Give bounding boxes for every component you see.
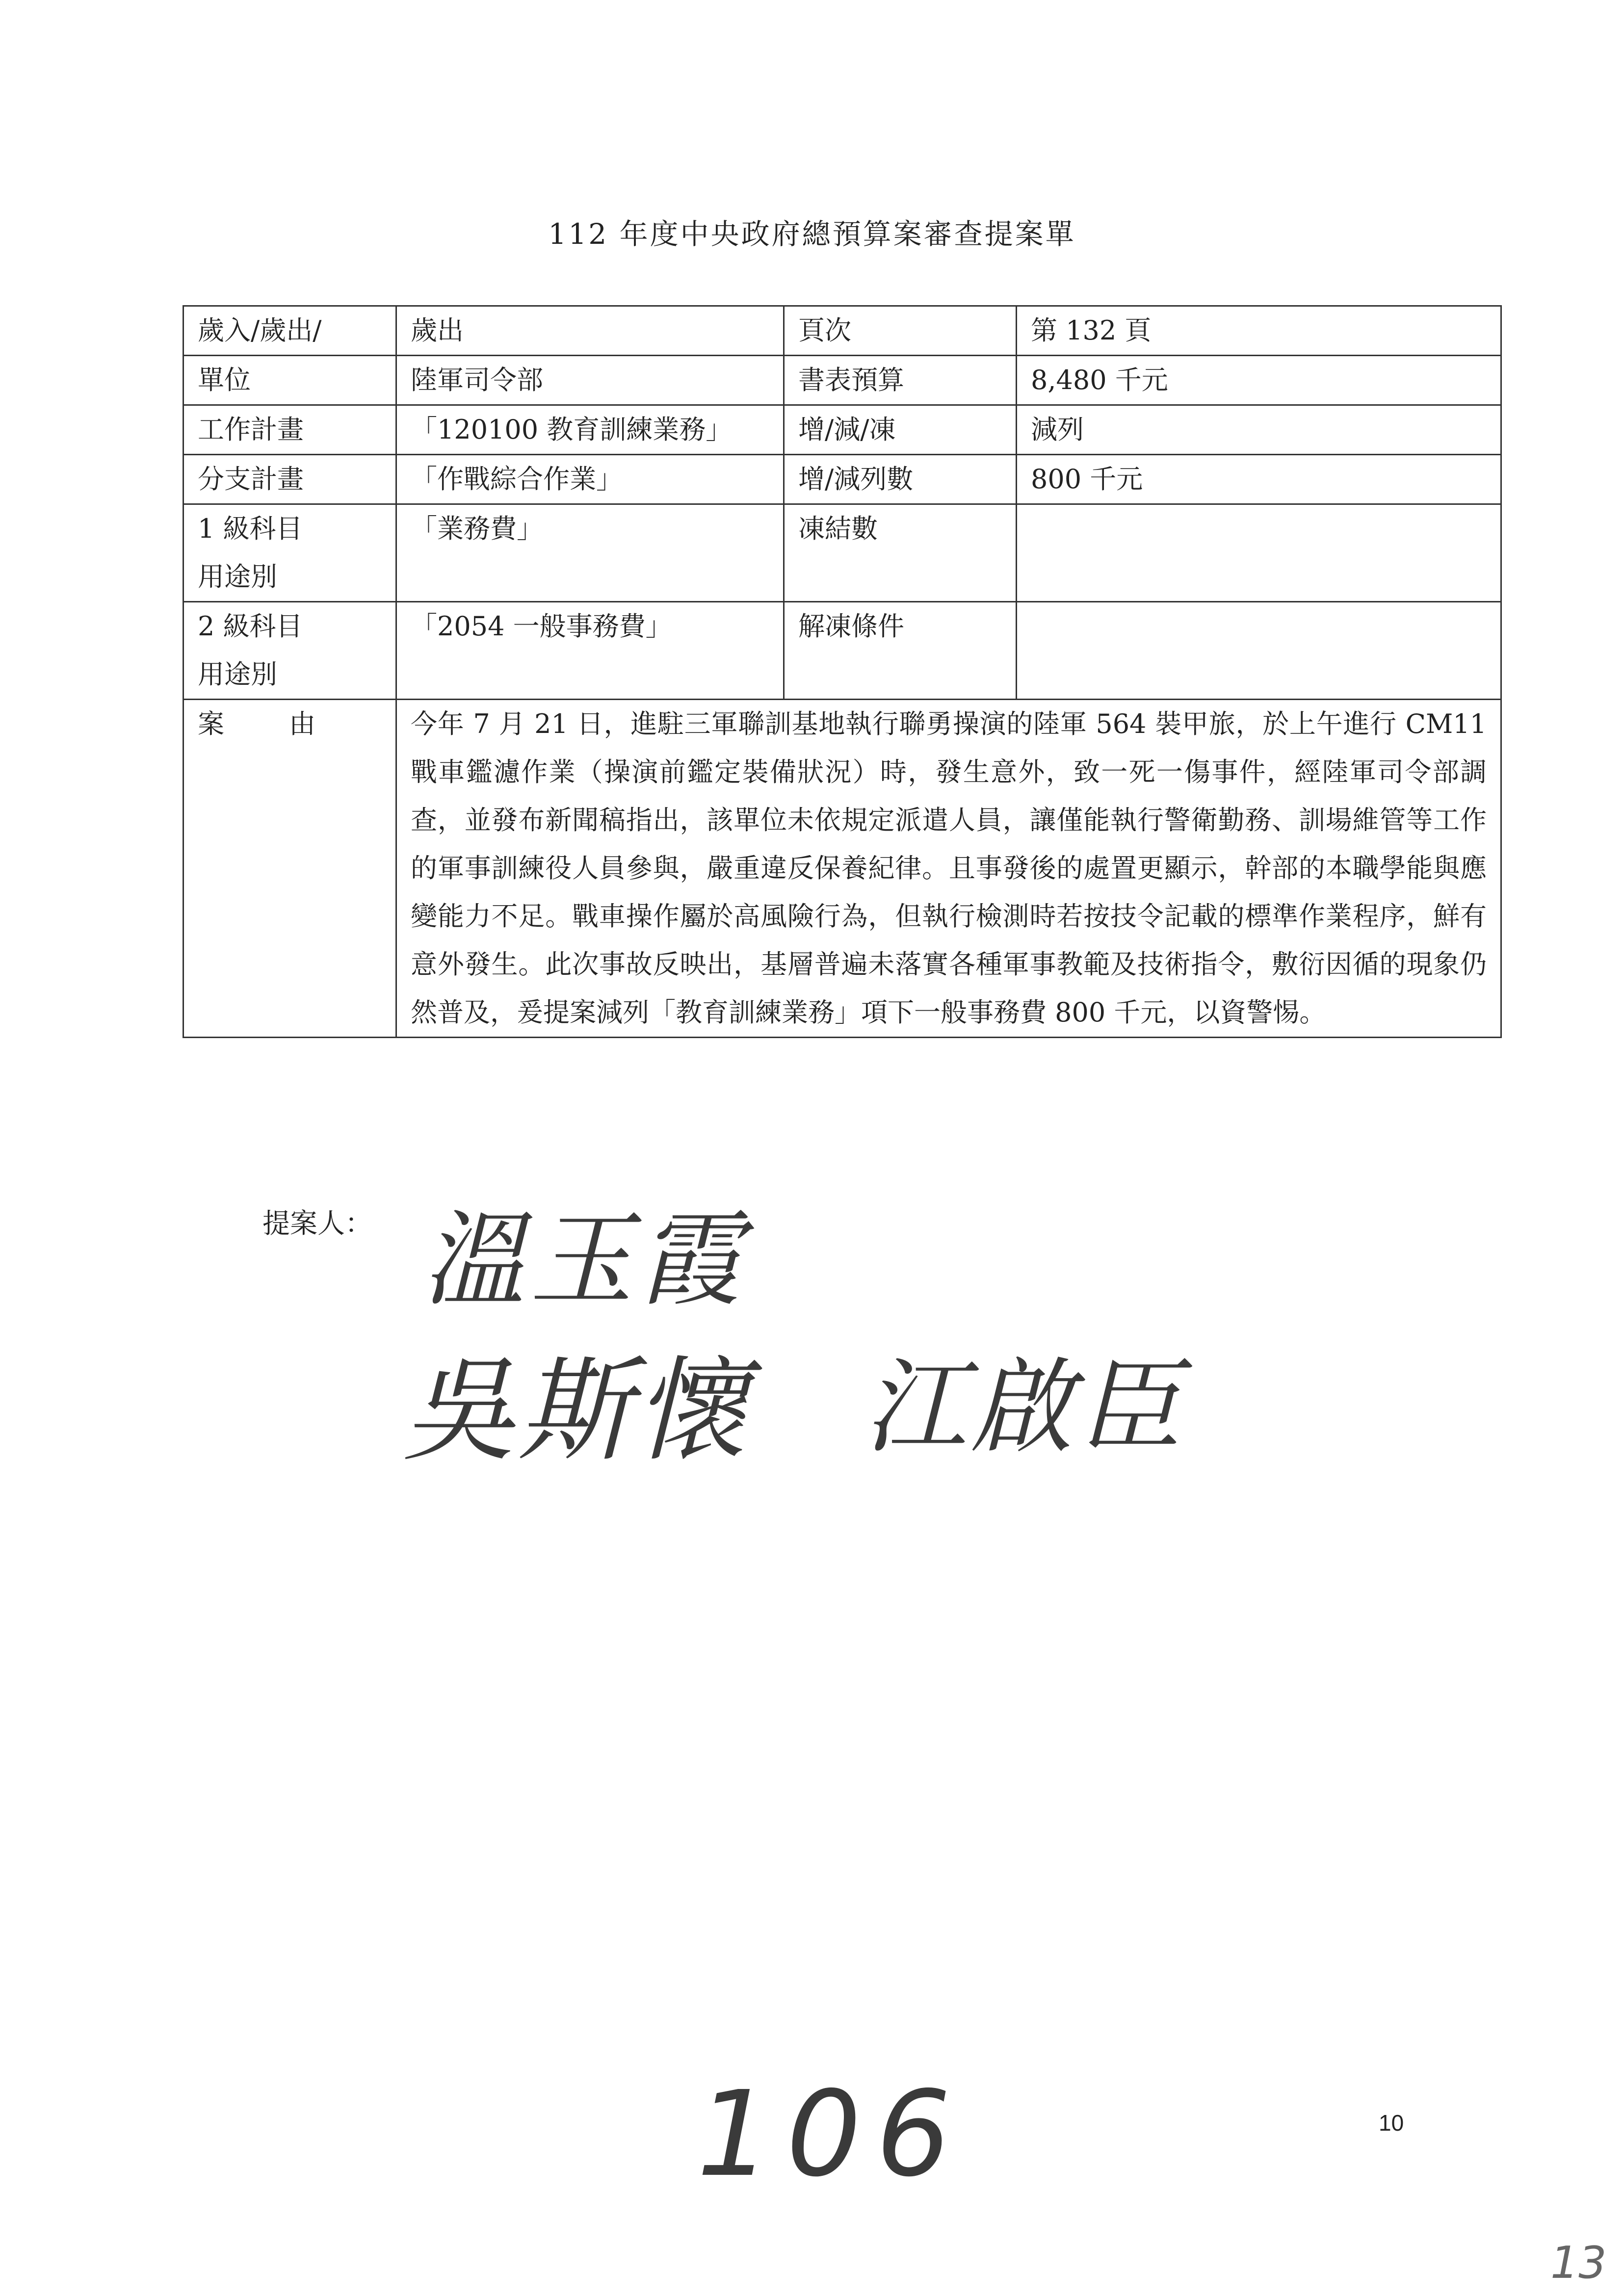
row-value-2: 8,480 千元 bbox=[1017, 356, 1501, 405]
row-value: 「業務費」 bbox=[396, 504, 784, 602]
row-label: 分支計畫 bbox=[183, 455, 396, 504]
table-row bbox=[183, 455, 1501, 504]
reason-label: 案由 bbox=[198, 708, 315, 739]
row-label bbox=[183, 504, 396, 602]
row-label: 單位 bbox=[183, 356, 396, 405]
row-value: 「2054 一般事務費」 bbox=[396, 602, 784, 700]
corner-mark: 13 bbox=[1550, 2237, 1607, 2289]
table-row bbox=[183, 405, 1501, 455]
table-row-reason bbox=[183, 700, 1501, 1038]
row-label-line-1: 2 級科目 bbox=[198, 611, 303, 642]
table-row bbox=[183, 602, 1501, 700]
row-label-line-2: 用途別 bbox=[198, 561, 277, 592]
row-label-line-1: 1 級科目 bbox=[198, 513, 303, 544]
row-label-2: 增/減/凍 bbox=[784, 405, 1017, 455]
row-label bbox=[183, 602, 396, 700]
table-row bbox=[183, 306, 1501, 356]
row-label-2: 解凍條件 bbox=[784, 602, 1017, 700]
row-label-2: 凍結數 bbox=[784, 504, 1017, 602]
signature-3: 江啟臣 bbox=[864, 1347, 1185, 1467]
row-value-2: 800 千元 bbox=[1017, 455, 1501, 504]
reason-label-cell bbox=[183, 700, 396, 1038]
row-value-2 bbox=[1017, 602, 1501, 700]
row-value-2: 第 132 頁 bbox=[1017, 306, 1501, 356]
row-label: 歲入/歲出/ bbox=[183, 306, 396, 356]
row-value-2: 減列 bbox=[1017, 405, 1501, 455]
row-label: 工作計畫 bbox=[183, 405, 396, 455]
signature-2: 吳斯懷 bbox=[402, 1346, 750, 1477]
table-row bbox=[183, 504, 1501, 602]
row-value: 歲出 bbox=[396, 306, 784, 356]
row-label-2: 書表預算 bbox=[784, 356, 1017, 405]
proposer-label: 提案人： bbox=[262, 1208, 372, 1240]
row-label-2: 頁次 bbox=[784, 306, 1017, 356]
row-value: 「作戰綜合作業」 bbox=[396, 455, 784, 504]
document-title: 112 年度中央政府總預算案審查提案單 bbox=[548, 217, 1076, 251]
page-number: 10 bbox=[1379, 2110, 1404, 2136]
row-value-2 bbox=[1017, 504, 1501, 602]
proposal-form-table bbox=[183, 305, 1502, 1038]
row-value: 「120100 教育訓練業務」 bbox=[396, 405, 784, 455]
row-value: 陸軍司令部 bbox=[396, 356, 784, 405]
table-row bbox=[183, 356, 1501, 405]
signature-1: 溫玉霞 bbox=[422, 1200, 746, 1320]
reason-text: 今年 7 月 21 日，進駐三軍聯訓基地執行聯勇操演的陸軍 564 裝甲旅，於上午進行 CM11 戰車鑑濾作業（操演前鑑定裝備狀況）時，發生意外，致一死一傷事件，經陸軍司令部調查，並發布新聞稿指出，該單位未依規定派遣人員，讓僅能執行警衛勤務、訓場維管等工作的軍事訓練役人員參與，嚴重違反保養紀律。且事發後的處置更顯示，幹部的本職學能與應變能力不足。戰車操作屬於高風險行為，但執行檢測時若按技令記載的標準作業程序，鮮有意外發生。此次事故反映出，基層普遍未落實各種軍事教範及技術指令，敷衍因循的現象仍然普及，爰提案減列「教育訓練業務」項下一般事務費 800 千元，以資警惕。 bbox=[396, 700, 1501, 1038]
handwritten-number: 106 bbox=[697, 2065, 966, 2203]
row-label-2: 增/減列數 bbox=[784, 455, 1017, 504]
row-label-line-2: 用途別 bbox=[198, 659, 277, 690]
